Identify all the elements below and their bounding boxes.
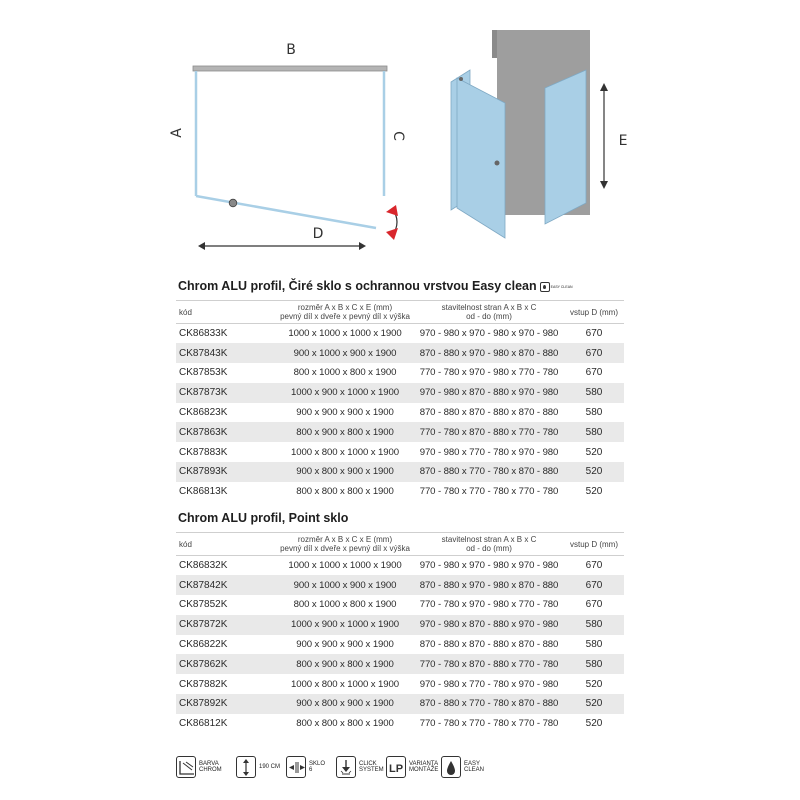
header-kod: kód <box>176 533 276 556</box>
cell-vstup: 580 <box>564 654 624 674</box>
cell-rozmer: 1000 x 1000 x 1000 x 1900 <box>288 328 402 340</box>
door-glass-panel <box>196 196 376 228</box>
legend-text <box>464 761 484 774</box>
cell-kod: CK87893K <box>176 462 276 482</box>
header-kod: kód <box>176 301 276 324</box>
cell-vstup: 520 <box>585 486 603 498</box>
cell-stavitelnost: 970 - 980 x 870 - 880 x 970 - 980 <box>414 383 564 403</box>
plan-view-diagram <box>169 42 406 250</box>
cell-vstup: 670 <box>585 328 603 340</box>
table-row <box>176 482 624 502</box>
table-row <box>176 714 624 734</box>
header-rozmer-line1: rozměr A x B x C x E (mm) <box>297 535 393 544</box>
cell-stavitelnost: 870 - 880 x 870 - 880 x 870 - 880 <box>419 407 559 419</box>
legend-text <box>359 761 384 774</box>
cell-kod: CK86833K <box>179 328 228 340</box>
cell-rozmer: 800 x 900 x 800 x 1900 <box>276 654 414 674</box>
header-stavitelnost <box>414 533 564 556</box>
header-vstup: vstup D (mm) <box>564 533 624 556</box>
cell-rozmer: 800 x 1000 x 800 x 1900 <box>293 367 397 379</box>
top-wall-profile <box>193 66 387 71</box>
cell-kod: CK87862K <box>176 654 276 674</box>
table-row <box>176 383 624 403</box>
header-stavitelnost <box>414 301 564 324</box>
cell-rozmer: 900 x 900 x 900 x 1900 <box>296 407 394 419</box>
cell-kod: CK87872K <box>176 615 276 635</box>
easy-clean-badge-text: EASY CLEAN <box>550 284 573 289</box>
cell-rozmer: 1000 x 900 x 1000 x 1900 <box>276 615 414 635</box>
legend-line2: CLEAN <box>464 767 485 773</box>
glass-thickness-icon <box>286 756 306 778</box>
cell-rozmer: 900 x 800 x 900 x 1900 <box>276 462 414 482</box>
cell-rozmer: 900 x 1000 x 900 x 1900 <box>276 343 414 363</box>
cell-stavitelnost: 870 - 880 x 770 - 780 x 870 - 880 <box>414 694 564 714</box>
legend-item-click <box>336 754 384 780</box>
legend-text <box>199 761 222 774</box>
cell-stavitelnost: 970 - 980 x 870 - 880 x 970 - 980 <box>414 615 564 635</box>
door-panel <box>457 78 505 238</box>
cell-kod: CK87892K <box>176 694 276 714</box>
cell-stavitelnost: 770 - 780 x 770 - 780 x 770 - 780 <box>419 486 559 498</box>
dimension-a-label: A <box>169 128 185 138</box>
table-row <box>176 556 624 576</box>
legend-text <box>409 761 438 774</box>
cell-stavitelnost: 870 - 880 x 870 - 880 x 870 - 880 <box>419 639 559 651</box>
cell-rozmer: 800 x 900 x 800 x 1900 <box>276 422 414 442</box>
cell-kod: CK87852K <box>179 599 228 611</box>
color-chrome-icon <box>176 756 196 778</box>
cell-vstup: 580 <box>564 422 624 442</box>
table-row <box>176 635 624 655</box>
cell-vstup: 670 <box>564 343 624 363</box>
section-title-text: Chrom ALU profil, Point sklo <box>178 511 349 525</box>
table-row <box>176 575 624 595</box>
right-fixed-panel <box>545 70 586 224</box>
legend-line1: 190 CM <box>259 763 281 770</box>
legend-line2: MONTÁŽE <box>409 767 439 773</box>
cell-rozmer: 900 x 800 x 900 x 1900 <box>276 694 414 714</box>
cell-vstup: 670 <box>564 575 624 595</box>
legend-line1: SKLO <box>309 760 326 767</box>
table-body <box>176 324 624 502</box>
cell-kod: CK87863K <box>176 422 276 442</box>
cell-stavitelnost: 770 - 780 x 770 - 780 x 770 - 780 <box>419 718 559 730</box>
easy-clean-icon <box>441 756 461 778</box>
cell-vstup: 520 <box>585 718 603 730</box>
table-row <box>176 615 624 635</box>
cell-kod: CK87843K <box>176 343 276 363</box>
header-vstup: vstup D (mm) <box>564 301 624 324</box>
cell-vstup: 670 <box>585 560 603 572</box>
legend-item-height <box>236 754 280 780</box>
cell-kod: CK86832K <box>179 560 228 572</box>
header-rozmer-line1: rozměr A x B x C x E (mm) <box>297 303 393 312</box>
cell-vstup: 520 <box>585 446 603 458</box>
dimension-b-label: B <box>286 42 296 58</box>
iso-door-knob <box>495 161 500 166</box>
cell-stavitelnost: 770 - 780 x 870 - 880 x 770 - 780 <box>414 422 564 442</box>
cell-vstup: 580 <box>585 407 603 419</box>
cell-kod: CK87883K <box>179 446 228 458</box>
svg-text:LP: LP <box>388 763 404 775</box>
click-system-icon <box>336 756 356 778</box>
header-rozmer-line2: pevný díl x dveře x pevný díl x výška <box>280 544 410 553</box>
legend-item-easy-clean <box>441 754 484 780</box>
header-rozmer <box>276 533 414 556</box>
legend-item-color <box>176 754 222 780</box>
cell-rozmer: 900 x 900 x 900 x 1900 <box>296 639 394 651</box>
header-stav-line2: od - do (mm) <box>466 544 512 553</box>
cell-stavitelnost: 870 - 880 x 970 - 980 x 870 - 880 <box>414 575 564 595</box>
dimension-e-arrow <box>600 83 608 189</box>
shower-diagrams <box>0 0 800 270</box>
table-row <box>176 595 624 615</box>
cell-kod: CK86822K <box>179 639 228 651</box>
table-row <box>176 442 624 462</box>
cell-stavitelnost: 770 - 780 x 970 - 980 x 770 - 780 <box>419 599 559 611</box>
cell-kod: CK86823K <box>179 407 228 419</box>
section-title-easy-clean <box>178 279 573 293</box>
cell-rozmer: 1000 x 800 x 1000 x 1900 <box>290 678 400 690</box>
left-right-mount-icon <box>386 756 406 778</box>
table-row <box>176 403 624 423</box>
header-stav-line1: stavitelnost stran A x B x C <box>441 303 537 312</box>
dimension-d-arrow <box>198 242 366 250</box>
cell-rozmer: 1000 x 900 x 1000 x 1900 <box>276 383 414 403</box>
cell-rozmer: 800 x 800 x 800 x 1900 <box>296 486 394 498</box>
cell-rozmer: 1000 x 800 x 1000 x 1900 <box>290 446 400 458</box>
cell-stavitelnost: 970 - 980 x 770 - 780 x 970 - 980 <box>419 678 559 690</box>
feature-legend <box>176 754 506 784</box>
legend-line1: EASY <box>464 760 481 767</box>
cell-kod: CK86813K <box>179 486 228 498</box>
header-stav-line2: od - do (mm) <box>466 312 512 321</box>
table-row <box>176 343 624 363</box>
dimension-d-label: D <box>312 226 324 242</box>
isometric-view-diagram <box>451 30 627 238</box>
legend-line2: 6 <box>309 767 313 773</box>
legend-line1: CLICK <box>359 760 377 767</box>
cell-kod: CK87842K <box>176 575 276 595</box>
table-row <box>176 462 624 482</box>
legend-item-glass <box>286 754 325 780</box>
dimension-c-label: C <box>390 131 406 141</box>
cell-stavitelnost: 970 - 980 x 770 - 780 x 970 - 980 <box>419 446 559 458</box>
cell-kod: CK87873K <box>176 383 276 403</box>
height-icon <box>236 756 256 778</box>
table-row <box>176 674 624 694</box>
legend-text <box>259 764 280 771</box>
table-header <box>176 533 624 556</box>
table-row <box>176 422 624 442</box>
cell-rozmer: 800 x 1000 x 800 x 1900 <box>293 599 397 611</box>
legend-line2: CHROM <box>199 767 222 773</box>
easy-clean-badge-icon <box>540 282 550 292</box>
legend-line1: VARIANTA <box>409 760 439 767</box>
cell-vstup: 520 <box>564 694 624 714</box>
cell-stavitelnost: 870 - 880 x 970 - 980 x 870 - 880 <box>414 343 564 363</box>
cell-vstup: 580 <box>585 639 603 651</box>
cell-vstup: 580 <box>564 615 624 635</box>
table-row <box>176 654 624 674</box>
cell-kod: CK87853K <box>179 367 228 379</box>
table-row <box>176 324 624 344</box>
table-body <box>176 556 624 734</box>
cell-vstup: 670 <box>585 367 603 379</box>
header-stav-line1: stavitelnost stran A x B x C <box>441 535 537 544</box>
back-wall-top-shade <box>492 30 497 58</box>
cell-stavitelnost: 770 - 780 x 970 - 980 x 770 - 780 <box>419 367 559 379</box>
product-table-point <box>176 532 624 734</box>
table-row <box>176 363 624 383</box>
cell-kod: CK86812K <box>179 718 228 730</box>
cell-stavitelnost: 970 - 980 x 970 - 980 x 970 - 980 <box>419 560 559 572</box>
cell-vstup: 520 <box>585 678 603 690</box>
door-hinge-knob <box>229 199 237 207</box>
header-rozmer <box>276 301 414 324</box>
section-title-point <box>178 511 348 525</box>
header-rozmer-line2: pevný díl x dveře x pevný díl x výška <box>280 312 410 321</box>
legend-item-mount <box>386 754 438 780</box>
cell-vstup: 670 <box>585 599 603 611</box>
table-row <box>176 694 624 714</box>
cell-vstup: 580 <box>564 383 624 403</box>
legend-line1: BARVA <box>199 760 219 767</box>
cell-stavitelnost: 970 - 980 x 970 - 980 x 970 - 980 <box>419 328 559 340</box>
table-header <box>176 301 624 324</box>
iso-hinge <box>459 77 463 81</box>
cell-rozmer: 800 x 800 x 800 x 1900 <box>296 718 394 730</box>
cell-vstup: 520 <box>564 462 624 482</box>
cell-rozmer: 1000 x 1000 x 1000 x 1900 <box>288 560 402 572</box>
cell-stavitelnost: 770 - 780 x 870 - 880 x 770 - 780 <box>414 654 564 674</box>
cell-kod: CK87882K <box>179 678 228 690</box>
legend-text <box>309 761 325 774</box>
legend-line2: SYSTEM <box>359 767 384 773</box>
cell-stavitelnost: 870 - 880 x 770 - 780 x 870 - 880 <box>414 462 564 482</box>
section-title-text: Chrom ALU profil, Čiré sklo s ochrannou vrstvou Easy clean <box>178 279 537 293</box>
product-table-easy-clean <box>176 300 624 502</box>
door-swing-arrow <box>386 205 398 240</box>
dimension-e-label: E <box>618 133 628 149</box>
cell-rozmer: 900 x 1000 x 900 x 1900 <box>276 575 414 595</box>
